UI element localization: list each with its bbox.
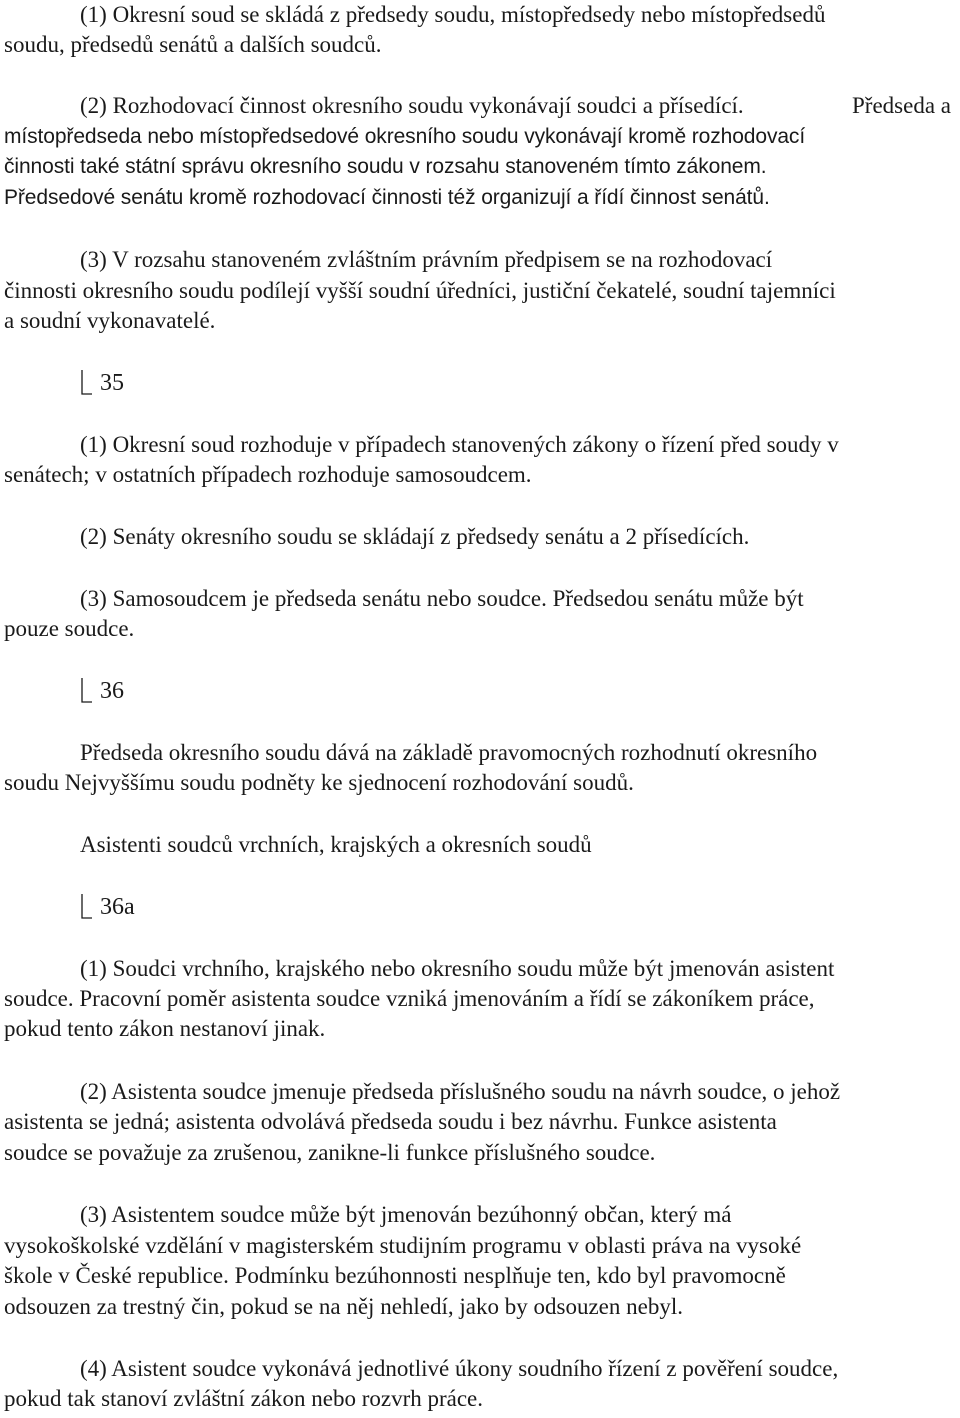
paragraph-line: (2) Rozhodovací činnost okresního soudu vykonávají soudci a přísedící. (80, 93, 744, 118)
paragraph-line: pokud tento zákon nestanoví jinak. (4, 1016, 326, 1041)
paragraph-line: Předseda okresního soudu dává na základě pravomocných rozhodnutí okresního (80, 740, 818, 765)
paragraph-line: soudu, předsedů senátů a dalších soudců. (4, 32, 382, 57)
paragraph-line: (3) V rozsahu stanoveném zvláštním právním předpisem se na rozhodovací (80, 247, 773, 272)
section-heading-35 (80, 368, 124, 402)
section-sign-icon (80, 368, 94, 396)
paragraph-line: (3) Samosoudcem je předseda senátu nebo soudce. Předsedou senátu může být (80, 586, 804, 611)
paragraph-line: senátech; v ostatních případech rozhoduje samosoudcem. (4, 462, 532, 487)
section-heading-36 (80, 676, 124, 710)
section-number: 35 (100, 370, 124, 396)
paragraph-line: soudu Nejvyššímu soudu podněty ke sjednocení rozhodování soudů. (4, 770, 634, 795)
paragraph-line: činnosti také státní správu okresního soudu v rozsahu stanoveném tímto zákonem. (4, 155, 767, 178)
paragraph-line: a soudní vykonavatelé. (4, 308, 216, 333)
paragraph-line: odsouzen za trestný čin, pokud se na něj nehledí, jako by odsouzen nebyl. (4, 1294, 683, 1319)
paragraph-line: (1) Soudci vrchního, krajského nebo okresního soudu může být jmenován asistent (80, 956, 835, 981)
paragraph-line: (2) Asistenta soudce jmenuje předseda příslušného soudu na návrh soudce, o jehož (80, 1079, 841, 1104)
section-heading-36a (80, 892, 135, 926)
paragraph-line: škole v České republice. Podmínku bezúhonnosti nesplňuje ten, kdo byl pravomocně (4, 1263, 786, 1288)
paragraph-line: asistenta se jedná; asistenta odvolává předseda soudu i bez návrhu. Funkce asistenta (4, 1109, 777, 1134)
paragraph-line: soudce. Pracovní poměr asistenta soudce vzniká jmenováním a řídí se zákoníkem práce, (4, 986, 815, 1011)
paragraph-line: (3) Asistentem soudce může být jmenován bezúhonný občan, který má (80, 1202, 732, 1227)
paragraph-line: (4) Asistent soudce vykonává jednotlivé úkony soudního řízení z pověření soudce, (80, 1356, 839, 1381)
section-title: Asistenti soudců vrchních, krajských a okresních soudů (80, 832, 592, 857)
paragraph-line: (1) Okresní soud rozhoduje v případech stanovených zákony o řízení před soudy v (80, 432, 839, 457)
paragraph-line: (1) Okresní soud se skládá z předsedy soudu, místopředsedy nebo místopředsedů (80, 2, 826, 27)
paragraph-line: Předseda a (852, 93, 951, 118)
section-number: 36a (100, 894, 135, 920)
paragraph-line: soudce se považuje za zrušenou, zanikne-li funkce příslušného soudce. (4, 1140, 656, 1165)
paragraph-line: místopředseda nebo místopředsedové okresního soudu vykonávají kromě rozhodovací (4, 125, 806, 148)
paragraph-line: činnosti okresního soudu podílejí vyšší soudní úředníci, justiční čekatelé, soudní tajemníci (4, 278, 836, 303)
paragraph-line: pokud tak stanoví zvláštní zákon nebo rozvrh práce. (4, 1386, 484, 1411)
paragraph-line: pouze soudce. (4, 616, 135, 641)
section-sign-icon (80, 676, 94, 704)
paragraph-line: Předsedové senátu kromě rozhodovací činnosti též organizují a řídí činnost senátů. (4, 186, 770, 209)
paragraph-line: (2) Senáty okresního soudu se skládají z předsedy senátu a 2 přísedících. (80, 524, 750, 549)
section-sign-icon (80, 892, 94, 920)
section-number: 36 (100, 678, 124, 704)
paragraph-line: vysokoškolské vzdělání v magisterském studijním programu v oblasti práva na vysoké (4, 1233, 802, 1258)
